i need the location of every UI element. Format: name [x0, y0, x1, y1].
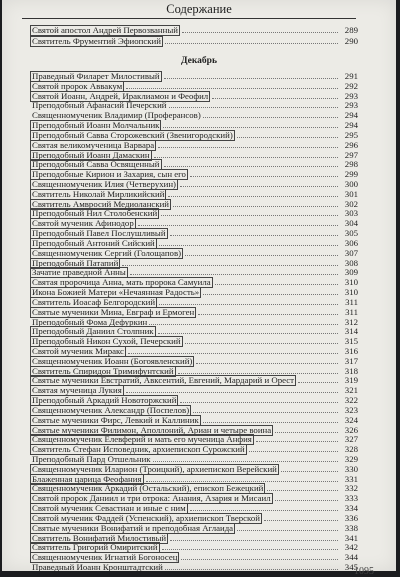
leader-dots — [128, 346, 338, 354]
entry-title: Священномученик Аркадий (Остальский), епископ Бежецкий — [32, 483, 264, 494]
entry-page: 315 — [344, 336, 358, 347]
entry-title: Священномученик Сергий (Голощапов) — [32, 247, 182, 258]
entry-page: 310 — [344, 287, 358, 298]
entry-page: 319 — [344, 375, 358, 386]
entry-title: Священномученик Игнатий Богоносец — [32, 552, 178, 563]
entry-page: 308 — [344, 257, 358, 268]
entry-page: 345 — [344, 562, 358, 572]
entry-page: 306 — [344, 237, 358, 248]
leader-dots — [190, 169, 338, 177]
leader-dots — [264, 513, 338, 521]
entry-page: 302 — [344, 198, 358, 209]
entry-title: Святитель Иоасаф Белгородский — [32, 296, 156, 307]
entry-title: Преподобный Фома Дефуркин — [32, 316, 148, 327]
entry-page: 293 — [344, 100, 358, 111]
entry-title: Святой мученик Афинодор — [32, 218, 134, 229]
entry-page: 314 — [344, 326, 358, 337]
leader-dots — [165, 36, 338, 44]
entry-page: 295 — [344, 129, 358, 140]
entry-title: Священномученик Иларион (Троицкий), архиепископ Верейский — [32, 463, 277, 474]
entry-page: 289 — [344, 25, 358, 35]
toc-row — [32, 25, 358, 36]
entry-page: 338 — [344, 522, 358, 533]
entry-title: Преподобный Савва Сторожевский (Звенигородский) — [32, 129, 233, 140]
entry-title: Святой пророк Даниил и три отрока: Анания, Азария и Мисаил — [32, 493, 271, 504]
entry-title: Святой Иоанн, Андрей, Ираклиамон и Феофил — [32, 90, 209, 101]
entry-page: 294 — [344, 110, 358, 121]
entry-page: 317 — [344, 355, 358, 366]
entry-title: Святая великомученица Варвара — [32, 139, 155, 150]
leader-dots — [281, 464, 338, 472]
section-title: Декабрь — [180, 56, 217, 66]
entry-title: Священномученик Владимир (Проферансов) — [32, 110, 201, 121]
entry-page: 333 — [344, 493, 358, 504]
entry-page: 296 — [344, 139, 358, 150]
leader-dots — [212, 91, 338, 99]
leader-dots — [146, 474, 338, 482]
entry-page: 336 — [344, 512, 358, 523]
entry-page: 300 — [344, 179, 358, 190]
entry-title: Священномученик Иоанн (Богоявленский) — [32, 355, 193, 366]
entry-page: 316 — [344, 345, 358, 356]
entry-title: Преподобный Иоанн Дамаскин — [32, 149, 150, 160]
leader-dots — [158, 140, 338, 148]
entry-title: Святые мученики Евстратий, Авксентий, Евгений, Мардарий и Орест — [32, 375, 294, 386]
entry-page: 301 — [344, 188, 358, 199]
book-page — [2, 0, 396, 577]
leader-dots — [161, 208, 338, 216]
leader-dots — [180, 395, 338, 403]
entry-title: Святой мученик Фаддей (Успенский), архиепископ Тверской — [32, 512, 260, 523]
entry-page: 311 — [345, 296, 358, 307]
entry-page: 332 — [344, 483, 358, 494]
entry-title: Блаженная царица Феофания — [32, 473, 142, 484]
entry-title: Праведный Филарет Милостивый — [32, 71, 160, 81]
leader-dots — [170, 228, 338, 236]
entry-page: 341 — [344, 532, 358, 543]
leader-dots — [168, 189, 338, 197]
entry-title: Святой мученик Миракс — [32, 345, 124, 356]
entry-page: 293 — [344, 90, 358, 101]
entry-title: Преподобный Савва Освященный — [32, 159, 160, 170]
toc-row — [32, 36, 358, 47]
leader-dots — [164, 71, 338, 79]
entry-page: 322 — [344, 395, 358, 406]
leader-dots — [178, 366, 338, 374]
entry-page: 344 — [344, 552, 358, 563]
entry-title: Святитель Григорий Омиритский — [32, 542, 158, 553]
page-number: 1095 — [354, 566, 374, 577]
entry-title: Святые мученики Мина, Евграф и Ермоген — [32, 306, 195, 317]
entry-page: 305 — [344, 228, 358, 239]
leader-dots — [298, 375, 338, 383]
entry-title: Святитель Николай Мирликийский — [32, 188, 165, 199]
entry-page: 297 — [344, 149, 358, 160]
leader-dots — [165, 562, 338, 570]
entry-page: 318 — [344, 365, 358, 376]
entry-title: Святой апостол Андрей Первозванный — [32, 25, 178, 35]
leader-dots — [193, 405, 338, 413]
entry-page: 331 — [344, 473, 358, 484]
leader-dots — [203, 110, 338, 118]
entry-page: 309 — [344, 267, 358, 278]
entry-title: Зачатие праведной Анны — [32, 267, 126, 278]
entry-title: Святой пророк Аввакум — [32, 80, 123, 91]
leader-dots — [196, 356, 338, 364]
entry-page: 321 — [344, 385, 358, 396]
entry-page: 327 — [344, 434, 358, 445]
leader-dots — [126, 81, 338, 89]
toc-row — [32, 562, 358, 573]
entry-title: Святитель Амвросий Медиоланский — [32, 198, 170, 209]
entry-page: 324 — [344, 414, 358, 425]
entry-title: Святитель Стефан Исповедник, архиепископ Сурожский — [32, 444, 245, 455]
entry-title: Преподобные Кирион и Захария, сын его — [32, 169, 186, 180]
leader-dots — [190, 503, 338, 511]
leader-dots — [275, 493, 338, 501]
leader-dots — [170, 533, 338, 541]
entry-title: Священномученик Илия (Четверухин) — [32, 179, 176, 190]
entry-title: Святой мученик Севастиан и иные с ним — [32, 503, 186, 514]
leader-dots — [203, 415, 338, 423]
entry-title: Преподобный Иоанн Молчальник — [32, 120, 160, 131]
leader-dots — [215, 277, 338, 285]
leader-dots — [138, 218, 338, 226]
leader-dots — [237, 130, 338, 138]
entry-title: Священномученик Александр (Поспелов) — [32, 404, 190, 415]
entry-page: 334 — [344, 503, 358, 514]
entry-page: 328 — [344, 444, 358, 455]
entry-page: 329 — [344, 453, 358, 464]
header-rule — [22, 18, 356, 19]
leader-dots — [180, 179, 338, 187]
leader-dots — [162, 542, 338, 550]
leader-dots — [249, 444, 338, 452]
entry-title: Преподобный Никон Сухой, Печерский — [32, 336, 181, 347]
leader-dots — [163, 120, 338, 128]
leader-dots — [122, 258, 338, 266]
entry-page: 292 — [344, 80, 358, 91]
entry-title: Преподобный Аркадий Новоторжский — [32, 395, 177, 406]
leader-dots — [169, 100, 339, 108]
entry-title: Преподобный Афанасий Печерский — [32, 100, 167, 111]
entry-title: Святая мученица Лукия — [32, 385, 122, 396]
leader-dots — [181, 552, 338, 560]
entry-title: Святитель Вонифатий Милостивый — [32, 532, 167, 543]
entry-title: Святые мученики Филимон, Аполлоний, Ариан и четыре воина — [32, 424, 272, 435]
entry-title: Святая пророчица Анна, мать пророка Самуила — [32, 277, 211, 288]
leader-dots — [267, 483, 338, 491]
entry-title: Святитель Спиридон Тримифунтский — [32, 365, 174, 376]
entry-title: Святитель Фрументий Эфиопский — [32, 35, 161, 46]
entry-page: 323 — [344, 404, 358, 415]
entry-page: 304 — [344, 218, 358, 229]
entry-title: Святые мученики Фирс, Левкий и Каллиник — [32, 414, 199, 425]
page-header: Содержание — [166, 2, 232, 16]
leader-dots — [198, 307, 338, 315]
entry-title: Праведный Иоанн Кронштадтский — [32, 562, 163, 572]
entry-page: 342 — [344, 542, 358, 553]
leader-dots — [182, 25, 338, 33]
leader-dots — [185, 248, 338, 256]
entry-title: Преподобный Нил Столобенский — [32, 208, 158, 219]
entry-page: 298 — [344, 159, 358, 170]
entry-title: Икона Божией Матери «Нечаянная Радость» — [32, 287, 200, 298]
leader-dots — [185, 336, 338, 344]
entry-page: 326 — [344, 424, 358, 435]
leader-dots — [256, 434, 338, 442]
leader-dots — [153, 454, 338, 462]
entry-title: Преподобный Патапий — [32, 257, 119, 268]
entry-title: Преподобный Пард Отшельник — [32, 453, 151, 464]
leader-dots — [237, 523, 338, 531]
leader-dots — [158, 326, 338, 334]
entry-page: 330 — [344, 463, 358, 474]
entry-title: Преподобный Павел Послушливый — [32, 228, 166, 239]
leader-dots — [159, 297, 338, 305]
entry-page: 303 — [344, 208, 358, 219]
leader-dots — [159, 238, 338, 246]
entry-page: 312 — [344, 316, 358, 327]
leader-dots — [130, 267, 338, 275]
entry-title: Святые мученики Вонифатий и преподобная Аглаида — [32, 522, 234, 533]
leader-dots — [203, 287, 338, 295]
leader-dots — [149, 317, 338, 325]
entry-title: Преподобный Даниил Столпник — [32, 326, 154, 337]
leader-dots — [154, 150, 338, 158]
entry-page: 311 — [345, 306, 358, 317]
entry-title: Священномученик Елевферий и мать его мученица Анфия — [32, 434, 252, 445]
leader-dots — [173, 199, 338, 207]
entry-title: Преподобный Антоний Сийский — [32, 237, 155, 248]
entry-page: 290 — [344, 35, 358, 46]
entry-page: 299 — [344, 169, 358, 180]
entry-page: 291 — [344, 71, 358, 81]
entry-page: 307 — [344, 247, 358, 258]
entry-page: 294 — [344, 120, 358, 131]
leader-dots — [126, 385, 338, 393]
leader-dots — [164, 159, 338, 167]
leader-dots — [275, 425, 338, 433]
entry-page: 310 — [344, 277, 358, 288]
